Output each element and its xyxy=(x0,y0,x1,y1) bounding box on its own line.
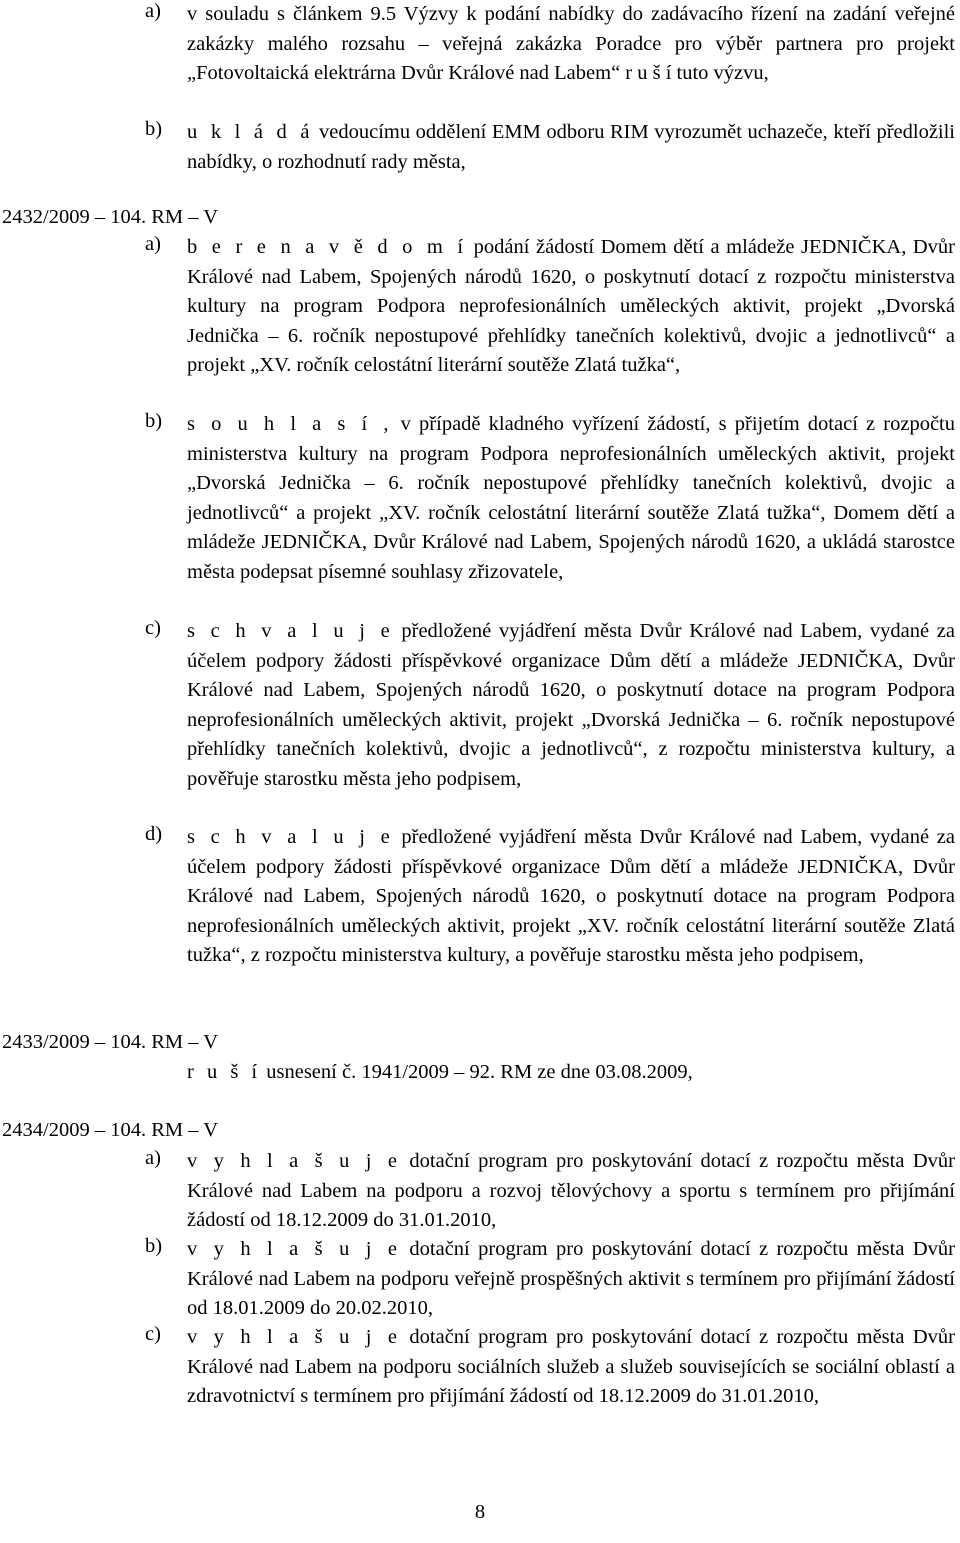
item-verb: u k l á d á xyxy=(187,121,314,143)
item-body: předložené vyjádření města Dvůr Králové nad Labem, vydané za účelem podpory žádosti příspěvkové organizace Dům dětí a mládeže JEDNIČKA, Dvůr Králové nad Labem, Spojených národů 1620, o poskytnutí dotace na program Podpora neprofesionálních uměleckých aktivit, projekt „Dvorská Jednička – 6. ročník nepostupové přehlídky tanečních kolektivů, dvojic a jednotlivců“, z rozpočtu ministerstva kultury, a pověřuje starostku města jeho podpisem, xyxy=(187,620,955,790)
item-label: b) xyxy=(145,118,163,140)
resolution-heading: 2434/2009 – 104. RM – V xyxy=(2,1119,219,1141)
resolution-item xyxy=(145,118,955,177)
item-label: a) xyxy=(145,0,161,22)
item-verb: s c h v a l u j e xyxy=(187,620,394,642)
resolution-item xyxy=(145,1147,955,1236)
item-verb: r u š í xyxy=(187,1061,262,1083)
item-label: b) xyxy=(145,410,163,432)
item-body: předložené vyjádření města Dvůr Králové nad Labem, vydané za účelem podpory žádosti příspěvkové organizace Dům dětí a mládeže JEDNIČKA, Dvůr Králové nad Labem, Spojených národů 1620, o poskytnutí dotace na program Podpora neprofesionálních uměleckých aktivit, projekt „XV. ročník celostátní literární soutěže Zlatá tužka“, z rozpočtu ministerstva kultury, a pověřuje starostku města jeho podpisem, xyxy=(187,826,955,967)
item-body: v případě kladného vyřízení žádostí, s přijetím dotací z rozpočtu ministerstva kultury na program Podpora neprofesionálních uměleckých aktivit, projekt „Dvorská Jednička – 6. ročník nepostupové přehlídky tanečních kolektivů, dvojic a jednotlivců“ a projekt „XV. ročník celostátní literární soutěže Zlatá tužka“, Domem dětí a mládeže JEDNIČKA, Dvůr Králové nad Labem, Spojených národů 1620, a ukládá starostce města podepsat písemné souhlasy zřizovatele, xyxy=(187,413,956,583)
resolution-heading: 2433/2009 – 104. RM – V xyxy=(2,1031,219,1053)
item-text xyxy=(187,1147,955,1236)
item-text xyxy=(187,617,955,795)
item-body: vedoucímu oddělení EMM odboru RIM vyrozumět uchazeče, kteří předložili nabídky, o rozhodnutí rady města, xyxy=(187,121,955,173)
item-label: c) xyxy=(145,617,161,639)
item-verb: b e r e n a v ě d o m í xyxy=(187,236,468,258)
item-text xyxy=(187,1323,955,1412)
item-body: dotační program pro poskytování dotací z rozpočtu města Dvůr Králové nad Labem na podporu a rozvoj tělovýchovy a sportu s termínem pro přijímání žádostí od 18.12.2009 do 31.01.2010, xyxy=(187,1150,956,1232)
item-text xyxy=(187,0,955,89)
resolution-item xyxy=(145,0,955,89)
item-verb: v y h l a š u j e xyxy=(187,1150,401,1172)
item-body: usnesení č. 1941/2009 – 92. RM ze dne 03.08.2009, xyxy=(261,1061,693,1083)
item-body: podání žádostí Domem dětí a mládeže JEDNIČKA, Dvůr Králové nad Labem, Spojených národů 1620, o poskytnutí dotací z rozpočtu ministerstva kultury na program Podpora neprofesionálních uměleckých aktivit, projekt „Dvorská Jednička – 6. ročník nepostupové přehlídky tanečních kolektivů, dvojic a jednotlivců“ a projekt „XV. ročník celostátní literární soutěže Zlatá tužka“, xyxy=(187,236,955,377)
item-body: dotační program pro poskytování dotací z rozpočtu města Dvůr Králové nad Labem na podporu veřejně prospěšných aktivit s termínem pro přijímání žádostí od 18.01.2009 do 20.02.2010, xyxy=(187,1238,956,1320)
item-label: b) xyxy=(145,1235,163,1257)
item-label: a) xyxy=(145,233,161,255)
item-body: v souladu s článkem 9.5 Výzvy k podání nabídky do zadávacího řízení na zadání veřejné zakázky malého rozsahu – veřejná zakázka Poradce pro výběr partnera pro projekt „Fotovoltaická elektrárna Dvůr Králové nad Labem“ r u š í tuto výzvu, xyxy=(187,3,955,85)
item-verb: v y h l a š u j e xyxy=(187,1326,401,1348)
item-text xyxy=(187,233,955,381)
resolution-item xyxy=(145,233,955,381)
page-number: 8 xyxy=(474,1501,486,1523)
item-label: c) xyxy=(145,1323,161,1345)
resolution-item xyxy=(145,410,955,588)
item-text xyxy=(187,1235,955,1324)
item-label: d) xyxy=(145,823,163,845)
item-body: dotační program pro poskytování dotací z rozpočtu města Dvůr Králové nad Labem na podporu sociálních služeb a služeb souvisejících se sociální oblastí a zdravotnictví s termínem pro přijímání žádostí od 18.12.2009 do 31.01.2010, xyxy=(187,1326,956,1408)
resolution-item xyxy=(145,1323,955,1412)
resolution-item xyxy=(145,1235,955,1324)
resolution-item xyxy=(145,617,955,795)
item-label: a) xyxy=(145,1147,161,1169)
item-text xyxy=(187,410,955,588)
item-verb: v y h l a š u j e xyxy=(187,1238,401,1260)
item-verb: s c h v a l u j e xyxy=(187,826,394,848)
item-text xyxy=(187,823,955,971)
resolution-line xyxy=(187,1058,693,1088)
item-text xyxy=(187,118,955,177)
resolution-item xyxy=(145,823,955,971)
item-verb: s o u h l a s í , xyxy=(187,413,393,435)
resolution-heading: 2432/2009 – 104. RM – V xyxy=(2,206,219,228)
